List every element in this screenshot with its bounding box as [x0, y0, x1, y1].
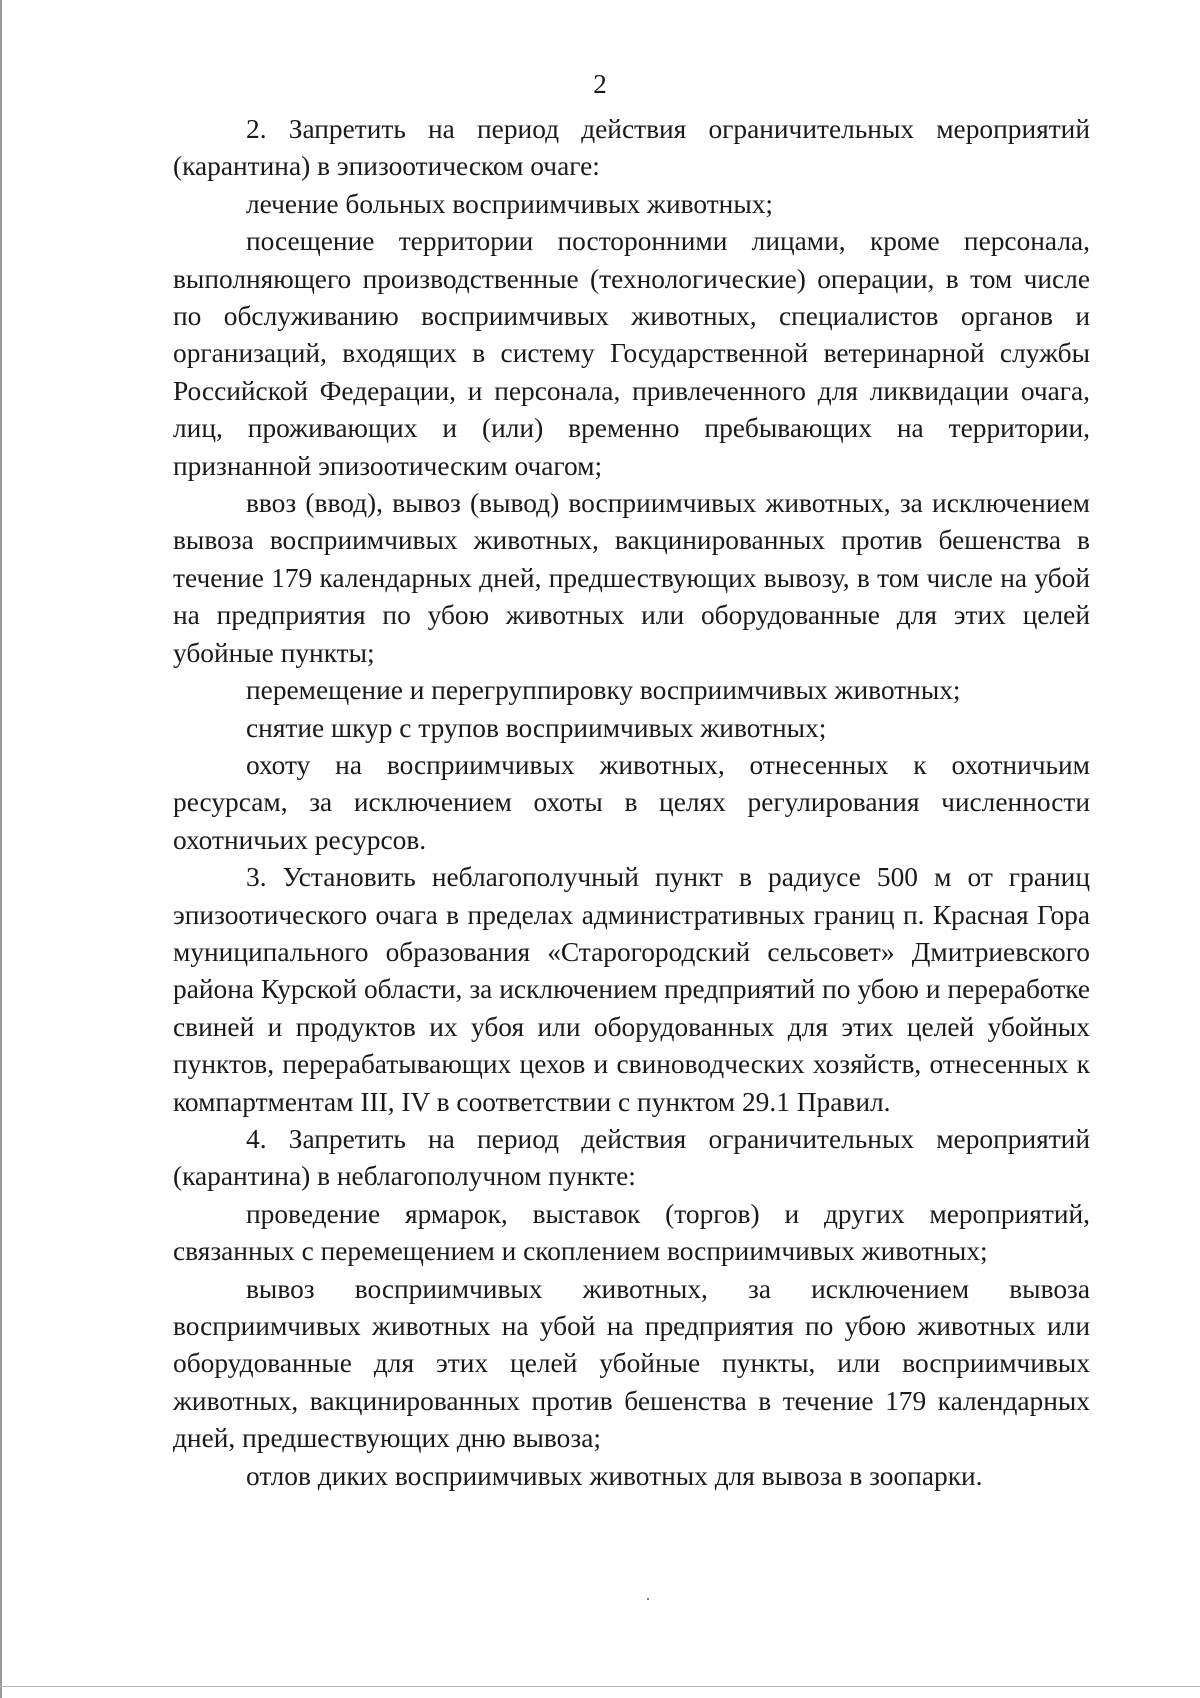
- paragraph: вывоз восприимчивых животных, за исключением вывоза восприимчивых животных на убой на предприятия по убою животных или оборудованные для этих целей убойные пункты, или восприимчивых животных, вакцинированных против бешенства в течение 179 календарных дней, предшествующих дню вывоза;: [173, 1273, 1090, 1454]
- paragraph: перемещение и перегруппировку восприимчивых животных;: [246, 675, 961, 706]
- paragraph: 4. Запретить на период действия ограничительных мероприятий (карантина) в неблагополучном пункте:: [173, 1123, 1090, 1192]
- paragraph: 3. Установить неблагополучный пункт в радиусе 500 м от границ эпизоотического очага в пределах административных границ п. Красная Гора муниципального образования «Старогородский сельсовет» Дмитриевского района Курской области, за исключением предприятий по убою и переработке свиней и продуктов их убоя или оборудованных для этих целей убойных пунктов, перерабатывающих цехов и свиноводческих хозяйств, отнесенных к компартментам III, IV в соответствии с пунктом 29.1 Правил.: [173, 862, 1090, 1117]
- scan-edge-bottom: [0, 1686, 1200, 1687]
- paragraph: проведение ярмарок, выставок (торгов) и других мероприятий, связанных с перемещением и скоплением восприимчивых животных;: [173, 1198, 1090, 1267]
- paragraph: лечение больных восприимчивых животных;: [246, 188, 774, 219]
- paragraph: снятие шкур с трупов восприимчивых животных;: [246, 712, 827, 743]
- scan-speck: [647, 1598, 649, 1600]
- paragraph: охоту на восприимчивых животных, отнесенных к охотничьим ресурсам, за исключением охоты в целях регулирования численности охотничьих ресурсов.: [173, 749, 1090, 855]
- paragraph: посещение территории посторонними лицами, кроме персонала, выполняющего производственные (технологические) операции, в том числе по обслуживанию восприимчивых животных, специалистов органов и организаций, входящих в систему Государственной ветеринарной службы Российской Федерации, и персонала, привлеченного для ликвидации очага, лиц, проживающих и (или) временно пребывающих на территории, признанной эпизоотическим очагом;: [173, 226, 1090, 481]
- document-body: [173, 111, 1090, 1495]
- paragraph: 2. Запретить на период действия ограничительных мероприятий (карантина) в эпизоотическом очаге:: [173, 114, 1090, 182]
- paragraph: ввоз (ввод), вывоз (вывод) восприимчивых животных, за исключением вывоза восприимчивых животных, вакцинированных против бешенства в течение 179 календарных дней, предшествующих вывозу, в том числе на убой на предприятия по убою животных или оборудованные для этих целей убойные пункты;: [173, 488, 1090, 668]
- paragraph: отлов диких восприимчивых животных для вывоза в зоопарки.: [246, 1460, 983, 1491]
- scan-edge-left: [0, 0, 2, 1698]
- page-number: 2: [593, 69, 607, 99]
